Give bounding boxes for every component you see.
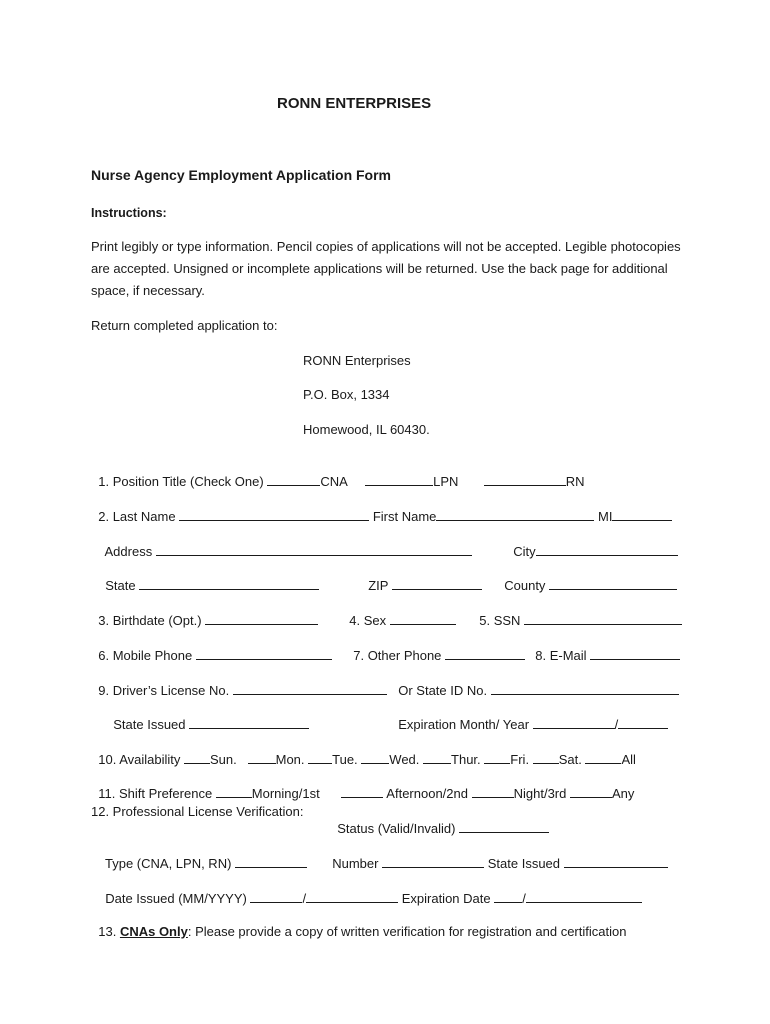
avail-fri: Fri.	[510, 752, 530, 767]
license-type-field[interactable]	[235, 855, 307, 868]
position-rn-blank[interactable]	[484, 473, 566, 486]
ssn-row	[472, 596, 682, 628]
birthdate-label: 3. Birthdate (Opt.)	[98, 613, 202, 628]
state-id-label: Or State ID No.	[398, 683, 488, 698]
address-field[interactable]	[156, 543, 472, 556]
mobile-row	[91, 631, 332, 663]
county-row	[497, 561, 677, 593]
avail-wed-blank[interactable]	[361, 751, 389, 764]
first-name-label: First Name	[372, 509, 437, 524]
ssn-field[interactable]	[524, 612, 682, 625]
prof-exp-year-field[interactable]	[526, 890, 642, 903]
shift-label: 11. Shift Preference	[98, 786, 213, 801]
license-state-issued-label: State Issued	[113, 717, 186, 732]
mobile-label: 6. Mobile Phone	[98, 648, 193, 663]
avail-mon: Mon.	[275, 752, 305, 767]
prof-state-issued-label: State Issued	[487, 856, 561, 871]
shift-morning: Morning/1st	[251, 786, 320, 801]
license-type-label: Type (CNA, LPN, RN)	[105, 856, 232, 871]
shift-afternoon: Afternoon/2nd	[386, 786, 468, 801]
ssn-label: 5. SSN	[479, 613, 521, 628]
license-exp-slash: /	[614, 717, 619, 732]
state-id-field[interactable]	[491, 682, 679, 695]
city-field[interactable]	[536, 543, 678, 556]
avail-all: All	[621, 752, 636, 767]
shift-night: Night/3rd	[513, 786, 567, 801]
instructions-label: Instructions:	[91, 206, 167, 220]
cnas-text: : Please provide a copy of written verification for registration and certification	[187, 924, 627, 939]
license-verification-label: 12. Professional License Verification:	[91, 804, 304, 819]
company-name: RONN ENTERPRISES	[277, 95, 432, 112]
avail-sun: Sun.	[210, 752, 237, 767]
other-phone-field[interactable]	[445, 647, 525, 660]
date-issued-year-field[interactable]	[306, 890, 398, 903]
mi-field[interactable]	[612, 508, 672, 521]
cnas-number: 13.	[98, 924, 117, 939]
avail-tue-blank[interactable]	[308, 751, 332, 764]
sex-row	[342, 596, 456, 628]
license-expiration-row	[391, 700, 668, 732]
cnas-only-label: CNAs Only	[119, 924, 188, 939]
license-state-row	[106, 700, 309, 732]
city-label: City	[513, 544, 536, 559]
avail-tue: Tue.	[332, 752, 358, 767]
prof-state-issued-field[interactable]	[564, 855, 668, 868]
return-address-line3: Homewood, IL 60430.	[303, 422, 430, 437]
date-issued-label: Date Issued (MM/YYYY)	[105, 891, 247, 906]
position-cna: CNA	[320, 474, 348, 489]
license-status-row	[330, 804, 549, 836]
county-label: County	[504, 578, 546, 593]
license-state-issued-field[interactable]	[189, 716, 309, 729]
state-row	[98, 561, 319, 593]
email-label: 8. E-Mail	[535, 648, 587, 663]
return-address-line1: RONN Enterprises	[303, 353, 411, 368]
avail-wed: Wed.	[389, 752, 420, 767]
address-label: Address	[104, 544, 153, 559]
license-expiration-label: Expiration Month/ Year	[398, 717, 530, 732]
name-row	[91, 492, 672, 524]
prof-expiration-label: Expiration Date	[401, 891, 491, 906]
license-exp-month-field[interactable]	[533, 716, 615, 729]
email-row	[528, 631, 680, 663]
sex-label: 4. Sex	[349, 613, 387, 628]
zip-row	[361, 561, 482, 593]
shift-row	[91, 769, 635, 801]
state-field[interactable]	[139, 577, 319, 590]
state-label: State	[105, 578, 136, 593]
last-name-field[interactable]	[179, 508, 369, 521]
avail-mon-blank[interactable]	[248, 751, 276, 764]
shift-night-blank[interactable]	[472, 785, 514, 798]
avail-all-blank[interactable]	[585, 751, 621, 764]
city-row	[506, 527, 678, 559]
instructions-text: Print legibly or type information. Pencil copies of applications will not be accepted. Legible photocopies are accepted. Unsigned or incomplete applications will be returned. Use the back page for additional space, if necessary.	[91, 239, 681, 298]
drivers-license-field[interactable]	[233, 682, 387, 695]
avail-fri-blank[interactable]	[484, 751, 510, 764]
shift-any-blank[interactable]	[570, 785, 612, 798]
prof-exp-slash: /	[522, 891, 526, 906]
license-status-label: Status (Valid/Invalid)	[337, 821, 456, 836]
license-number-row	[325, 839, 668, 871]
other-phone-label: 7. Other Phone	[353, 648, 442, 663]
mobile-field[interactable]	[196, 647, 332, 660]
cnas-row	[91, 908, 627, 939]
return-label: Return completed application to:	[91, 318, 278, 333]
avail-thur-blank[interactable]	[423, 751, 451, 764]
form-title: Nurse Agency Employment Application Form	[91, 167, 392, 183]
shift-afternoon-blank[interactable]	[341, 785, 383, 798]
avail-sat: Sat.	[558, 752, 582, 767]
license-status-field[interactable]	[459, 820, 549, 833]
email-field[interactable]	[590, 647, 680, 660]
availability-label: 10. Availability	[98, 752, 181, 767]
position-lpn: LPN	[433, 474, 459, 489]
zip-label: ZIP	[368, 578, 389, 593]
address-row	[98, 527, 472, 559]
date-issued-slash: /	[302, 891, 307, 906]
other-phone-row	[346, 631, 525, 663]
shift-any: Any	[611, 786, 635, 801]
license-type-row	[98, 839, 307, 871]
first-name-field[interactable]	[436, 508, 594, 521]
county-field[interactable]	[549, 577, 677, 590]
mi-label: MI	[598, 509, 613, 524]
position-lpn-blank[interactable]	[365, 473, 433, 486]
avail-thur: Thur.	[451, 752, 481, 767]
license-dates-row	[98, 874, 642, 906]
position-cna-blank[interactable]	[267, 473, 320, 486]
availability-row	[91, 735, 636, 767]
sex-field[interactable]	[390, 612, 456, 625]
license-exp-year-field[interactable]	[618, 716, 668, 729]
date-issued-month-field[interactable]	[250, 890, 302, 903]
position-rn: RN	[565, 474, 585, 489]
license-number-label: Number	[332, 856, 379, 871]
birthdate-field[interactable]	[205, 612, 318, 625]
zip-field[interactable]	[392, 577, 482, 590]
avail-sat-blank[interactable]	[533, 751, 559, 764]
license-row	[91, 666, 387, 698]
return-address-line2: P.O. Box, 1334	[303, 387, 390, 402]
position-row	[91, 457, 585, 489]
drivers-license-label: 9. Driver’s License No.	[98, 683, 230, 698]
shift-morning-blank[interactable]	[216, 785, 252, 798]
state-id-row	[391, 666, 679, 698]
prof-exp-month-field[interactable]	[494, 890, 522, 903]
avail-sun-blank[interactable]	[184, 751, 210, 764]
position-label: 1. Position Title (Check One)	[98, 474, 264, 489]
last-name-label: 2. Last Name	[98, 509, 176, 524]
license-number-field[interactable]	[382, 855, 484, 868]
birthdate-row	[91, 596, 318, 628]
